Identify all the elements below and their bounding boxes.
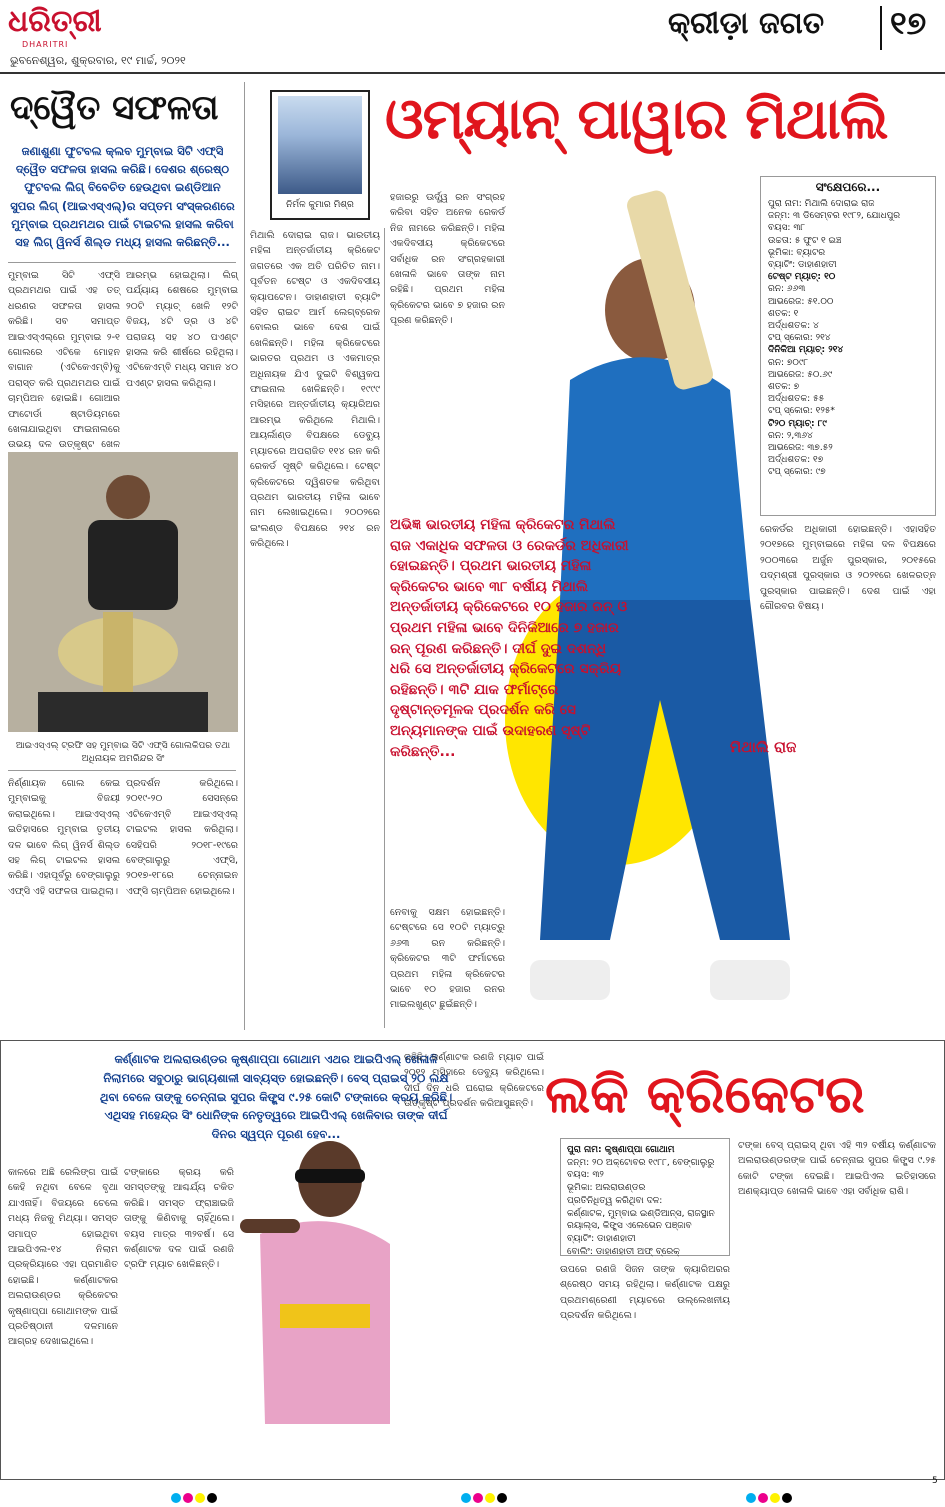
profile-title: ପୁରା ନାମ: କୃଷ୍ଣାପ୍ପା ଗୋଥାମ — [567, 1145, 675, 1155]
newspaper-logo: ଧରିତ୍ରୀ — [8, 4, 102, 39]
yellow-dot — [485, 1493, 495, 1503]
story3-column-5: ଟଙ୍କା ବେସ୍ ପ୍ରାଇସ୍ ଥିବା ଏହି ୩୨ ବର୍ଷୀୟ କର୍ଣ୍ଣାଟକ ଅଲରାଉଣ୍ଡରଙ୍କ ପାଇଁ ଚେନ୍ନାଇ ସୁପର କିଙ୍ଗ୍ସ ୯.୨୫ କୋଟି ଟଙ୍କା ଦେଇଛି। ଆଇପିଏଲ ଇତିହାସରେ ଅଣକ୍ୟାପ୍‌ଡ ଖେଳାଳି ଭାବେ ଏହା ସର୍ବାଧିକ ରାଶି। — [738, 1140, 936, 1198]
sidebar-stat-row: ଟପ୍ ସ୍କୋର: ୧୨୫* — [768, 406, 835, 417]
author-photo — [278, 96, 362, 194]
black-dot — [207, 1493, 217, 1503]
sidebar-stat-row: ରନ: ୭୦୯୮ — [768, 357, 809, 368]
black-dot — [782, 1493, 792, 1503]
sidebar-stat-row: ଟପ୍ ସ୍କୋର: ୯୭ — [768, 467, 826, 478]
story2-divider — [384, 228, 385, 1028]
sidebar-title: ସଂକ୍ଷେପରେ... — [815, 180, 881, 194]
story3-column-1: କାଳରେ ଅଛି ରେଲିଙ୍ଗ ପାଇଁ କେହି ନଥିବା ବେଳେ ବୃଥା ଯାଏନାହିଁ। ବିଜୟରେ ଚେଲେ ମଧ୍ୟ ନିଜକୁ ମିଥ୍ୟା। ସମସ୍ତ ସମାପ୍ତ ହୋଇଥିବା ଆଇପିଏଲ-୧୪ ନିଲାମ ପ୍ରକ୍ରିୟାରେ ଏହା ପ୍ରମାଣିତ ହୋଇଛି। କର୍ଣ୍ଣାଟକର ଅଲରାଉଣ୍ଡର କ୍ରିକେଟର କୃଷ୍ଣାପ୍ପା ଗୋଥାମଙ୍କ ପାଇଁ ପ୍ରତିଷ୍ଠାନୀ ଦଳମାନେ ଆଗ୍ରହ ଦେଖାଇଥିଲେ। — [8, 1167, 118, 1348]
yellow-dot — [770, 1493, 780, 1503]
sidebar-stat-row: ଦିନିକିଆ ମ୍ୟାଚ୍: ୨୧୪ — [768, 345, 844, 356]
profile-line: ଜନ୍ମ: ୨୦ ଅକ୍ଟୋବର ୧୯୮୮, ବେଙ୍ଗାଲୁରୁ — [567, 1157, 715, 1168]
sidebar-stat-row: ବ୍ୟାଟିଂ: ଡାହାଣହାତୀ — [768, 260, 837, 271]
story1-headline: ଦ୍ୱୈତ ସଫଳତା — [10, 88, 219, 128]
story2-column-4: ନେବାକୁ ସକ୍ଷମ ହୋଇଛନ୍ତି। ଟେଷ୍ଟରେ ସେ ୧୦ଟି ମ୍ୟାଚ୍‌ରୁ ୬୬୩ ରନ କରିଛନ୍ତି। କ୍ରିକେଟର ୩ଟି ଫର୍ମାଟରେ ପ୍ରଥମ ମହିଳା କ୍ରିକେଟର ଭାବେ ୧୦ ହଜାର ରନର ମାଇଲଖୁଣ୍ଟ ଛୁଇଁଛନ୍ତି। — [390, 907, 505, 1011]
sidebar-stat-row: ଟପ୍ ସ୍କୋର: ୨୧୪ — [768, 333, 831, 344]
cyan-dot — [461, 1493, 471, 1503]
story2-column-2: ହଜାରରୁ ଊର୍ଦ୍ଧ୍ୱ ରନ ସଂଗ୍ରହ କରିବା ସହିତ ଅନେକ ରେକର୍ଡ ନିଜ ନାମରେ କରିଛନ୍ତି। ମହିଳା ଏକଦିବସୀୟ କ୍ରିକେଟରେ ସର୍ବାଧିକ ରନ ସଂଗ୍ରହକାରୀ ଖେଳାଳି ଭାବେ ତାଙ୍କ ନାମ ରହିଛି। ପ୍ରଥମ ମହିଳା କ୍ରିକେଟର ଭାବେ ୭ ହଜାର ରନ ପୂରଣ କରିଛନ୍ତି। — [390, 192, 505, 327]
profile-line: କର୍ଣ୍ଣାଟକ, ମୁମ୍ବାଇ ଇଣ୍ଡିଆନ୍ସ, ରାଜସ୍ଥାନ ରୟାଲ୍ସ, କିଙ୍ଗ୍ସ ଏଲେଭେନ ପଞ୍ଜାବ — [567, 1208, 715, 1232]
sidebar-stat-row: ଟେଷ୍ଟ ମ୍ୟାଚ୍: ୧୦ — [768, 272, 836, 283]
sidebar-stat-row: ଜନ୍ମ: ୩ ଡିସେମ୍ବର ୧୯୮୨, ଯୋଧପୁର — [768, 211, 901, 222]
profile-line: ବୋଲିଂ: ଡାହାଣହାତୀ ଅଫ୍ ବ୍ରେକ୍ — [567, 1246, 680, 1257]
story3-column-4: ଉପରେ ରଣଜି ସିଜନ ତାଙ୍କ କ୍ୟାରିଅରର ଶ୍ରେଷ୍ଠ ସମୟ ରହିଥିଲା। କର୍ଣ୍ଣାଟକ ପକ୍ଷରୁ ପ୍ରଥମଶ୍ରେଣୀ ମ୍ୟାଚରେ ଉଲ୍ଲେଖନୀୟ ପ୍ରଦର୍ଶନ କରିଥିଲେ। — [560, 1264, 730, 1322]
masthead — [0, 0, 945, 67]
profile-line: ବ୍ୟାଟିଂ: ଡାହାଣହାତୀ — [567, 1233, 636, 1244]
story2-headline: ଓମ୍ୟାନ୍ ପାୱାର ମିଥାଲି — [385, 86, 888, 152]
story3-deck: କର୍ଣ୍ଣାଟକ ଅଲରାଉଣ୍ଡର କୃଷ୍ଣାପ୍ପା ଗୋଥାମ ଏଥର ଆଇପିଏଲ୍ ଖେଳାଳି ନିଲାମରେ ସବୁଠାରୁ ଭାଗ୍ୟଶାଳୀ ସାବ୍ୟସ୍ତ ହୋଇଛନ୍ତି। ବେସ୍ ପ୍ରାଇସ୍ ୨୦ ଲକ୍ଷ ଥିବା ବେଳେ ତାଙ୍କୁ ଚେନ୍ନାଇ ସୁପର କିଙ୍ଗ୍ସ ୯.୨୫ କୋଟି ଟଙ୍କାରେ କ୍ରୟ କରିଛି। ଏଥିସହ ମହେନ୍ଦ୍ର ସିଂ ଧୋନିଙ୍କ ନେତୃତ୍ୱରେ ଆଇପିଏଲ୍ ଖେଳିବାର ତାଙ୍କ ଦୀର୍ଘ ଦିନର ସ୍ୱପ୍ନ ପୂରଣ ହେବ... — [99, 1052, 453, 1142]
sidebar-stat-row: ଆଭରେଜ: ୩୭.୫୨ — [768, 443, 833, 454]
column-divider — [244, 82, 245, 1030]
profile-box — [560, 1138, 730, 1256]
page-number: ୧୭ — [890, 4, 927, 42]
page-fold-number: 5 — [932, 1476, 938, 1486]
sidebar-stat-row: ଭୂମିକା: ବ୍ୟାଟର — [768, 247, 826, 258]
magenta-dot — [183, 1493, 193, 1503]
sidebar-stat-row: ଉଚ୍ଚତା: ୫ ଫୁଟ ୧ ଇଞ୍ଚ — [768, 235, 842, 246]
sidebar-stat-row: ଅର୍ଦ୍ଧଶତକ: ୪ — [768, 321, 819, 332]
magenta-dot — [758, 1493, 768, 1503]
color-registration-marks — [170, 1488, 218, 1507]
sidebar-stat-row: ଶତକ: ୧ — [768, 308, 799, 319]
sidebar-stat-row: ବୟସ: ୩୮ — [768, 223, 806, 234]
sidebar-stat-row: ଅର୍ଦ୍ଧଶତକ: ୫୫ — [768, 394, 825, 405]
cyan-dot — [746, 1493, 756, 1503]
sidebar-stat-row: ଟି୨୦ ମ୍ୟାଚ୍: ୮୯ — [768, 418, 827, 429]
profile-line: ପ୍ରତିନିଧିତ୍ୱ କରିଥିବା ଦଳ: — [567, 1195, 663, 1206]
sidebar-stat-row: ଆଭରେଜ: ୫୦.୬୯ — [768, 369, 833, 380]
sidebar-stat-row: ପୁରା ନାମ: ମିଥାଲି ଦୋରାଇ ରାଜ — [768, 199, 875, 209]
color-registration-marks-3 — [745, 1488, 793, 1507]
story3-headline: ଲକି କ୍ରିକେଟର — [545, 1064, 865, 1125]
gowtham-photo — [240, 1124, 400, 1474]
section-divider — [880, 6, 882, 50]
trophy-photo-art — [8, 452, 238, 732]
byline-name: ନିର୍ମଳ କୁମାର ମିଶ୍ର — [286, 200, 354, 210]
cyan-dot — [171, 1493, 181, 1503]
photo-name-tag: ମିଥାଲି ରାଜ — [730, 738, 797, 756]
story1-column-2: ଆରମ୍ଭ ହୋଇଥିଲା। ଲିଗ୍ ପର୍ଯ୍ୟାୟ ଶେଷରେ ମୁମ୍ବାଇ ୨୦ଟି ମ୍ୟାଚ୍ ଖେଳି ୧୨ଟି ବିଜୟ, ୪ଟି ଡ୍ର ଓ ୪ଟି ପରାଜୟ ସହ ୪୦ ପଏଣ୍ଟ ହାସଲ କରି ଶୀର୍ଷରେ ରହିଥିଲା। ଏଟିକେଏମ୍‌ବି ମଧ୍ୟ ସମାନ ୪୦ ପଏଣ୍ଟ ହାସଲ କରିଥିଲା। — [126, 270, 238, 389]
section-name: କ୍ରୀଡ଼ା ଜଗତ — [668, 6, 825, 41]
story3-column-3: ରହିଛି। କର୍ଣ୍ଣାଟକ ରଣଜି ମ୍ୟାଚ ପାଇଁ ୨୦୧୨ ମସିହାରେ ଡେବ୍ୟୁ କରିଥିଲେ। ଦୀର୍ଘ ଦିନ ଧରି ଘରୋଇ କ୍ରିକେଟରେ ଉତ୍କୃଷ୍ଟ ପ୍ରଦର୍ଶନ କରିଆସୁଛନ୍ତି। — [404, 1052, 544, 1110]
sidebar-stat-row: ରନ: ୬୬୩ — [768, 284, 806, 295]
black-dot — [497, 1493, 507, 1503]
story2-pull-quote: ଅଭିଜ୍ଞ ଭାରତୀୟ ମହିଳା କ୍ରିକେଟର ମିଥାଲି ରାଜ ଏକାଧିକ ସଫଳତା ଓ ରେକର୍ଡର ଅଧିକାରୀ ହୋଇଛନ୍ତି। ପ୍ରଥମ ଭାରତୀୟ ମହିଳା କ୍ରିକେଟର ଭାବେ ୩୮ ବର୍ଷୀୟ ମିଥାଲି ଅନ୍ତର୍ଜାତୀୟ କ୍ରିକେଟରେ ୧୦ ହଜାର ରନ୍ ଓ ପ୍ରଥମ ମହିଳା ଭାବେ ଦିନିକିଆରେ ୭ ହଜାର ରନ୍ ପୂରଣ କରିଛନ୍ତି। ଦୀର୍ଘ ଦୁଇ ଦଶନ୍ଧି ଧରି ସେ ଅନ୍ତର୍ଜାତୀୟ କ୍ରିକେଟରେ ସକ୍ରିୟ ରହିଛନ୍ତି। ୩ଟି ଯାକ ଫର୍ମାଟ୍‌ରେ ଦୃଷ୍ଟାନ୍ତମୂଳକ ପ୍ରଦର୍ଶନ କରି ସେ ଅନ୍ୟମାନଙ୍କ ପାଇଁ ଉଦାହରଣ ସୃଷ୍ଟି କରିଛନ୍ତି... — [390, 517, 629, 760]
story1-column-1: ମୁମ୍ବାଇ ସିଟି ଏଫ୍‌ସି ପ୍ରଥମଥର ପାଇଁ ଏହ ତତ୍ ଧରଣର ସଫଳତା ହାସଲ କରିଛି। ସବ ସମାପ୍ତ ଆଇଏସ୍‌ଏଲ୍‌ରେ ମୁମ୍ବାଇ ୨-୧ ଗୋଲରେ ଏଟିକେ ମୋହନ ବାଗାନ (ଏଟିକେଏମ୍‌ବି)କୁ ପରାସ୍ତ କରି ପ୍ରଥମଥର ପାଇଁ ଚାମ୍ପିଅନ ହୋଇଛି। ଗୋଆର ଫାଟୋର୍ଡା ଷ୍ଟାଡିୟମରେ ଖେଳାଯାଇଥିବା ଫାଇନାଲରେ ଉଭୟ ଦଳ ଉତ୍କୃଷ୍ଟ ଖେଳ — [8, 270, 120, 451]
profile-line: ଭୂମିକା: ଅଲରାଉଣ୍ଡର — [567, 1183, 646, 1194]
trophy-photo-caption: ଆଇଏସ୍‌ଏଲ୍ ଟ୍ରଫି ସହ ମୁମ୍ବାଇ ସିଟି ଏଫ୍‌ସି ଗୋଲକିପର ତଥା ଅଧିନାୟକ ଅମରିନ୍ଦର ସିଂ — [15, 741, 231, 764]
story1-column-2b: ପ୍ରଦର୍ଶନ କରିଥିଲେ। ୨୦୧୯-୨୦ ସେସନ୍‌ରେ ଏଟିକେଏମ୍‌ବି ଆଇଏସ୍‌ଏଲ୍ ଟାଇଟଲ ହାସଲ କରିଥିଲା। ସେହିପରି ୨୦୧୮-୧୯ରେ ବେଙ୍ଗାଲୁରୁ ଏଫ୍‌ସି, ୨୦୧୭-୧୮ରେ ଚେନ୍ନାଇନ ଏଫ୍‌ସି ଚାମ୍ପିଅନ ହୋଇଥିଲେ। — [126, 778, 238, 897]
stats-sidebar — [760, 176, 936, 516]
story3-column-2: ଟଙ୍କାରେ କ୍ରୟ କରି ସମସ୍ତଙ୍କୁ ଆଶ୍ଚର୍ଯ୍ୟ ଚକିତ କରିଛି। ସମସ୍ତ ଫ୍ରାଞ୍ଚାଇଜି ତାଙ୍କୁ କିଣିବାକୁ ଚାହିଁଥିଲେ। ବୟସ ମାତ୍ର ୩୨ବର୍ଷ। ସେ କର୍ଣ୍ଣାଟକ ଦଳ ପାଇଁ ରଣଜି ଟ୍ରଫି ମ୍ୟାଚ ଖେଳିଛନ୍ତି। — [124, 1167, 234, 1271]
magenta-dot — [473, 1493, 483, 1503]
newspaper-logo-sub: DHARITRI — [22, 40, 69, 49]
story2-column-1: ମିଥାଲି ଦୋରାଇ ରାଜ। ଭାରତୀୟ ମହିଳା ଅନ୍ତର୍ଜାତୀୟ କ୍ରିକେଟ ଜଗତରେ ଏକ ଅତି ପରିଚିତ ନାମ। ପୂର୍ବତନ ଟେଷ୍ଟ ଓ ଏକଦିବସୀୟ କ୍ୟାପଟେନ। ଡାହାଣହାତୀ ବ୍ୟାଟିଂ ସହିତ ରାଇଟ ଆର୍ମ ଲେଗ୍‌ବ୍ରେକ ବୋଲର ଭାବେ ଦେଶ ପାଇଁ ଖେଳିଛନ୍ତି। ମହିଳା କ୍ରିକେଟରେ ଭାରତର ପ୍ରଥମ ଓ ଏକମାତ୍ର ଅଧିନାୟକ ଯିଏ ଦୁଇଟି ବିଶ୍ୱକପ ଫାଇନାଲ ଖେଳିଛନ୍ତି। ୧୯୯୯ ମସିହାରେ ଅନ୍ତର୍ଜାତୀୟ କ୍ୟାରିଅର ଆରମ୍ଭ କରିଥିଲେ ମିଥାଲି। ଆୟର୍ଲାଣ୍ଡ ବିପକ୍ଷରେ ଡେବ୍ୟୁ ମ୍ୟାଚରେ ଅପରାଜିତ ୧୧୪ ରନ କରି ରେକର୍ଡ ସୃଷ୍ଟି କରିଥିଲେ। ଟେଷ୍ଟ କ୍ରିକେଟରେ ଦ୍ୱିଶତକ କରିଥିବା ପ୍ରଥମ ଭାରତୀୟ ମହିଳା ଭାବେ ନାମ ଲେଖାଇଥିଲେ। ୨୦୦୨ରେ ଇଂଲଣ୍ଡ ବିପକ୍ଷରେ ୨୧୪ ରନ କରିଥିଲେ। — [250, 230, 380, 550]
story1-lead: ଜଣାଶୁଣା ଫୁଟବଲ କ୍ଲବ ମୁମ୍ବାଇ ସିଟି ଏଫ୍‌ସି ଦ୍ୱୈତ ସଫଳତା ହାସଲ କରିଛି। ଦେଶର ଶ୍ରେଷ୍ଠ ଫୁଟବଲ ଲିଗ୍ ବିବେଚିତ ହେଉଥିବା ଇଣ୍ଡିଆନ ସୁପର ଲିଗ୍ (ଆଇଏସ୍‌ଏଲ୍)ର ସପ୍ତମ ସଂସ୍କରଣରେ ମୁମ୍ବାଇ ପ୍ରଥମଥର ପାଇଁ ଟାଇଟଲ ହାସଲ କରିବା ସହ ଲିଗ୍ ୱିନର୍ସ ଶିଲ୍ଡ ମଧ୍ୟ ହାସଲ କରିଛନ୍ତି... — [10, 144, 235, 250]
trophy-photo — [8, 452, 238, 732]
sidebar-stat-row: ରନ: ୨,୩୬୪ — [768, 430, 813, 441]
yellow-dot — [195, 1493, 205, 1503]
color-registration-marks-2 — [460, 1488, 508, 1507]
story1-rule — [8, 262, 236, 263]
gowtham-figure — [240, 1124, 400, 1474]
profile-line: ବୟସ: ୩୨ — [567, 1170, 604, 1181]
sidebar-stat-row: ଆଭରେଜ: ୫୧.୦୦ — [768, 296, 834, 307]
story1-column-1b: ନିର୍ଣ୍ଣାୟକ ଗୋଲ କେଇ ମୁମ୍ବାଇକୁ ବିଜୟୀ କରାଇଥିଲେ। ଆଇଏସ୍‌ଏଲ୍ ଇତିହାସରେ ମୁମ୍ବାଇ ତୃତୀୟ ଦଳ ଭାବେ ଲିଗ୍ ୱିନର୍ସ ଶିଲ୍ଡ ସହ ଲିଗ୍ ଟାଇଟଲ ହାସଲ କରିଛି। ଏହାପୂର୍ବରୁ ବେଙ୍ଗାଲୁରୁ ଏଫ୍‌ସି ଏହି ସଫଳତା ପାଇଥିଲା। — [8, 778, 120, 897]
sidebar-rows — [761, 198, 935, 479]
masthead-rule — [0, 72, 945, 74]
sidebar-stat-row: ଶତକ: ୭ — [768, 382, 800, 393]
profile-lines — [567, 1157, 723, 1259]
print-registration-strip — [0, 1484, 945, 1502]
sidebar-stat-row: ଅର୍ଦ୍ଧଶତକ: ୧୭ — [768, 455, 824, 466]
dateline: ଭୁବନେଶ୍ୱର, ଶୁକ୍ରବାର, ୧୯ ମାର୍ଚ୍ଚ, ୨୦୨୧ — [10, 54, 186, 67]
story2-column-3: ରେକର୍ଡର ଅଧିକାରୀ ହୋଇଛନ୍ତି। ଏହାସହିତ ୨୦୧୭ରେ ମୁମ୍ବାଇରେ ମହିଳା ଦଳ ବିପକ୍ଷରେ ୨୦୦୩ରେ ଅର୍ଜୁନ ପୁରସ୍କାର, ୨୦୧୫ରେ ପଦ୍ମଶ୍ରୀ ପୁରସ୍କାର ଓ ୨୦୨୧ରେ ଖେଳରତ୍ନ ପୁରସ୍କାର ପାଇଛନ୍ତି। ଦେଶ ପାଇଁ ଏହା ଗୌରବର ବିଷୟ। — [760, 524, 936, 613]
story1-rule-2 — [8, 770, 236, 771]
